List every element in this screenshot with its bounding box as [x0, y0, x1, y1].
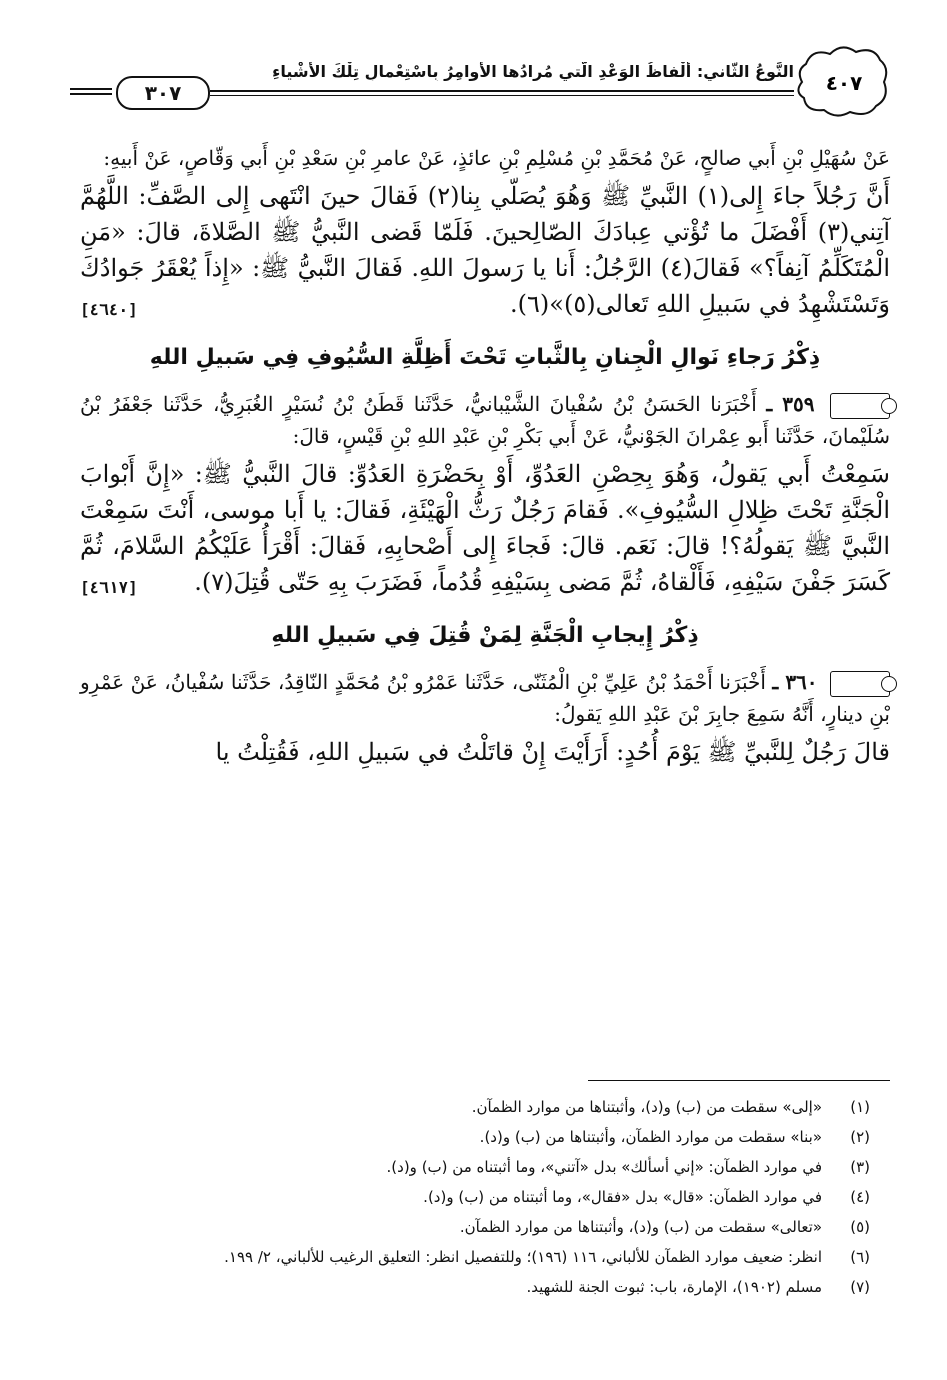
hadith-360-chain: أَخْبَرَنا أَحْمَدُ بْنُ عَلِيِّ بْنِ الْمُثَنّى، حَدَّثَنا عَمْرُو بْنُ مُحَمَّدٍ النّاقِدُ، حَدَّثَنا سُفْيانُ، عَنْ عَمْرِو بْنِ دينارٍ، أَنَّهُ سَمِعَ جابِرَ بْنَ عَبْدِ اللهِ يَقولُ:	[80, 670, 890, 726]
pagenum-rule	[70, 93, 112, 95]
hadith-359-text: سَمِعْتُ أَبي يَقولُ، وَهُوَ بِحِصْنِ العَدُوِّ، أَوْ بِحَضْرَةِ العَدُوِّ: قالَ النَّبيُّ ﷺ: «إِنَّ أَبْوابَ الْجَنَّةِ تَحْتَ ظِلالِ السُّيُوفِ». فَقامَ رَجُلٌ رَثُّ الْهَيْئَةِ، فَقالَ: يا أَبا موسى، أَنْتَ سَمِعْتَ النَّبيَّ ﷺ يَقولُهُ؟! قالَ: نَعَم. قالَ: فَجاءَ إِلى أَصْحابِهِ، فَقالَ: أَقْرَأُ عَلَيْكُمُ السَّلامَ، ثُمَّ كَسَرَ جَفْنَ سَيْفِهِ، فَأَلْقاهُ، ثُمَّ مَضى بِسَيْفِهِ قُدُماً، فَضَرَبَ بِهِ حَتّى قُتِلَ(٧).	[80, 460, 891, 596]
hadith-359-chain-para	[80, 388, 890, 452]
footnote-item	[80, 1092, 870, 1122]
hadith-359-chain: أَخْبَرَنا الحَسَنُ بْنُ سُفْيانَ الشَّيْبانيُّ، حَدَّثَنا قَطَنُ بْنُ نُسَيْرٍ الغُبَرِيُّ، حَدَّثَنا جَعْفَرُ بْنُ سُلَيْمانَ، حَدَّثَنا أَبو عِمْرانَ الجَوْنيُّ، عَنْ أَبي بَكْرِ بْنِ عَبْدِ اللهِ بْنِ قَيْسٍ، قالَ:	[80, 392, 890, 448]
hadith-359-reference: [٤٦١٧]	[80, 578, 138, 597]
hadith-359-number: ٣٥٩ ـ	[766, 392, 815, 416]
hadith-359-text-para	[80, 456, 890, 600]
footnote-text: «إلى» سقطت من (ب) و(د)، وأثبتناها من موارد الظمآن.	[471, 1098, 822, 1116]
hadith-360-text: قالَ رَجُلٌ لِلنَّبيِّ ﷺ يَوْمَ أُحُدٍ: أَرَأَيْتَ إِنْ قاتَلْتُ في سَبيلِ اللهِ، فَقُتِلْتُ يا	[215, 738, 890, 766]
footnote-text: في موارد الظمآن: «إني أسألك» بدل «آتني»، وما أثبتناه من (ب) و(د).	[386, 1158, 822, 1176]
footnote-text: مسلم (١٩٠٢)، الإمارة، باب: ثبوت الجنة للشهيد.	[526, 1278, 822, 1296]
footnote-text: «تعالى» سقطت من (ب) و(د)، وأثبتناها من موارد الظمآن.	[459, 1218, 822, 1236]
ornament-label: ٤٠٧	[825, 71, 863, 95]
footnote-number: (٤)	[850, 1188, 870, 1206]
footnote-item	[80, 1272, 870, 1302]
page-number: ٣٠٧	[116, 76, 210, 110]
hadith-360-number: ٣٦٠ ـ	[772, 670, 818, 694]
footnotes	[80, 1092, 870, 1302]
section-heading-2: ذِكْرُ إِيجابِ الْجَنَّةِ لِمَنْ قُتِلَ فِي سَبيلِ اللهِ	[271, 623, 699, 648]
footnote-item	[80, 1152, 870, 1182]
footnote-number: (٢)	[850, 1128, 870, 1146]
pagenum-rule	[70, 88, 112, 90]
hadith-360-chain-para	[80, 666, 890, 730]
running-header	[70, 40, 880, 120]
footnote-number: (٦)	[850, 1248, 870, 1266]
main-text	[80, 142, 890, 770]
intro-text: أَنَّ رَجُلاً جاءَ إِلى(١) النَّبيِّ ﷺ وَهُوَ يُصَلّي بِنا(٢) فَقالَ حينَ انْتَهى إِلى الصَّفِّ: اللَّهُمَّ آتِني(٣) أَفْضَلَ ما تُؤْتي عِبادَكَ الصّالِحينَ. فَلَمّا قَضى النَّبيُّ ﷺ الصَّلاةَ، قالَ: «مَنِ الْمُتَكَلِّمُ آنِفاً؟» فَقالَ(٤) الرَّجُلُ: أَنا يا رَسولَ اللهِ. فَقالَ النَّبيُّ ﷺ: «إِذاً يُعْقَرُ جَوادُكَ وَتَسْتَشْهِدُ في سَبيلِ اللهِ تَعالى(٥)»(٦).	[80, 182, 891, 318]
intro-reference: [٤٦٤٠]	[80, 300, 138, 319]
footnote-number: (٣)	[850, 1158, 870, 1176]
footnote-text: انظر: ضعيف موارد الظمآن للألباني، ١١٦ (١٩٦)؛ وللتفصيل انظر: التعليق الرغيب للألباني، ٢/ ١٩٩.	[224, 1248, 822, 1266]
footnote-text: في موارد الظمآن: «قال» بدل «فقال»، وما أثبتناه من (ب) و(د).	[423, 1188, 822, 1206]
running-title: النَّوعُ الثَّاني: أَلْفاظُ الوَعْدِ الَّتي مُرادُها الأَوامِرُ بِاسْتِعْمالِ تِلْكَ الأَشْياءِ	[272, 62, 794, 81]
footnote-item	[80, 1242, 870, 1272]
intro-hadith-text	[80, 178, 890, 322]
footnote-item	[80, 1182, 870, 1212]
footnote-number: (٥)	[850, 1218, 870, 1236]
header-rule	[210, 90, 794, 92]
footnote-number: (١)	[850, 1098, 870, 1116]
hadith-badge-icon	[830, 393, 890, 419]
hadith-badge-icon	[830, 671, 890, 697]
footnote-number: (٧)	[850, 1278, 870, 1296]
chapter-ornament-icon	[794, 40, 890, 118]
footnote-item	[80, 1122, 870, 1152]
intro-chain: عَنْ سُهَيْلِ بْنِ أَبي صالحٍ، عَنْ مُحَمَّدِ بْنِ مُسْلِمِ بْنِ عائذٍ، عَنْ عامرِ بْنِ سَعْدِ بْنِ أَبي وَقّاصٍ، عَنْ أَبيهِ:	[103, 146, 890, 170]
header-rule-thin	[210, 95, 794, 96]
footnote-text: «بنا» سقطت من موارد الظمآن، وأثبتناها من (ب) و(د).	[479, 1128, 822, 1146]
footnote-item	[80, 1212, 870, 1242]
footnote-separator	[588, 1080, 890, 1081]
section-heading-1: ذِكْرُ رَجاءِ نَوالِ الْجِنانِ بِالثَّباتِ تَحْتَ أَظِلَّةِ السُّيُوفِ فِي سَبيلِ اللهِ	[149, 345, 821, 370]
